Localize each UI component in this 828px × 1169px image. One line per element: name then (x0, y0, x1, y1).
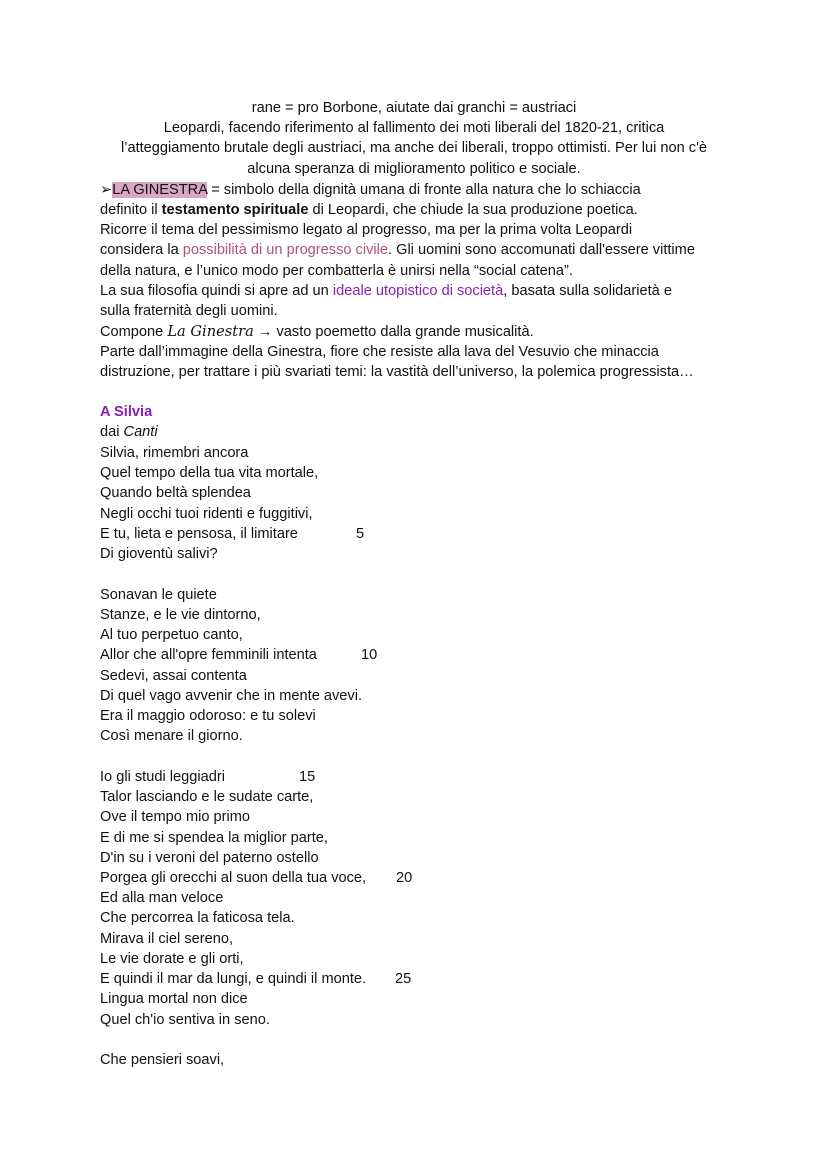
ginestra-paragraph: La sua filosofia quindi si apre ad un ideale utopistico di società, basata sulla solidarietà e (100, 283, 672, 299)
poem-line: Negli occhi tuoi ridenti e fuggitivi, (100, 506, 313, 522)
line-number: 10 (361, 647, 378, 663)
line-number: 20 (396, 870, 413, 886)
poem-line: Talor lasciando e le sudate carte, (100, 789, 314, 805)
highlighted-phrase: ideale utopistico di società (332, 283, 504, 299)
poem-line: Mirava il ciel sereno, (100, 931, 234, 947)
ginestra-paragraph: considera la possibilità di un progresso civile. Gli uomini sono accomunati dall'essere vittime (100, 242, 695, 258)
highlighted-phrase: possibilità di un progresso civile (182, 242, 388, 258)
ginestra-paragraph: distruzione, per trattare i più svariati temi: la vastità dell’universo, la polemica progressista… (100, 364, 694, 380)
poem-line: Ove il tempo mio primo (100, 809, 251, 825)
poem-line: Lingua mortal non dice (100, 991, 248, 1007)
poem-line: Silvia, rimembri ancora (100, 445, 249, 461)
poem-source: dai Canti (100, 424, 158, 440)
poem-line: E quindi il mar da lungi, e quindi il monte. (100, 971, 367, 987)
ginestra-paragraph: Parte dall’immagine della Ginestra, fiore che resiste alla lava del Vesuvio che minaccia (100, 344, 659, 360)
arrow-bullet-icon: ➢ (100, 182, 113, 198)
poem-line: Che pensieri soavi, (100, 1052, 225, 1068)
poem-line: Sonavan le quiete (100, 587, 217, 603)
poem-line: Al tuo perpetuo canto, (100, 627, 243, 643)
poem-line: Ed alla man veloce (100, 890, 224, 906)
poem-line: Di gioventù salivi? (100, 546, 218, 562)
poem-line: Quel tempo della tua vita mortale, (100, 465, 319, 481)
poem-line: Stanze, e le vie dintorno, (100, 607, 261, 623)
poem-line: E tu, lieta e pensosa, il limitare (100, 526, 298, 542)
poem-line: Quando beltà splendea (100, 485, 251, 501)
intro-line: alcuna speranza di miglioramento politico e sociale. (247, 161, 581, 177)
poem-line: Di quel vago avvenir che in mente avevi. (100, 688, 363, 704)
ginestra-paragraph: sulla fraternità degli uomini. (100, 303, 278, 319)
poem-line: Che percorrea la faticosa tela. (100, 910, 295, 926)
poem-line: Quel ch'io sentiva in seno. (100, 1012, 270, 1028)
intro-line: Leopardi, facendo riferimento al fallimento dei moti liberali del 1820-21, critica (163, 120, 665, 136)
line-number: 15 (299, 769, 316, 785)
poem-line: Io gli studi leggiadri (100, 769, 225, 785)
ginestra-paragraph: Ricorre il tema del pessimismo legato al progresso, ma per la prima volta Leopardi (100, 222, 633, 238)
poem-line: Era il maggio odoroso: e tu solevi (100, 708, 316, 724)
bold-phrase: testamento spirituale (161, 202, 309, 218)
poem-line: Così menare il giorno. (100, 728, 243, 744)
poem-line: Sedevi, assai contenta (100, 668, 247, 684)
ginestra-paragraph: Compone La Ginestra → vasto poemetto dalla grande musicalità. (100, 323, 534, 340)
intro-line: rane = pro Borbone, aiutate dai granchi = austriaci (251, 100, 577, 116)
ginestra-definition: ➢LA GINESTRA = simbolo della dignità umana di fronte alla natura che lo schiaccia (100, 182, 641, 198)
intro-line: l’atteggiamento brutale degli austriaci, ma anche dei liberali, troppo ottimisti. Per lui non c'è (120, 140, 708, 156)
poem-line: D'in su i veroni del paterno ostello (100, 850, 319, 866)
line-number: 5 (356, 526, 365, 542)
poem-line: Allor che all'opre femminili intenta (100, 647, 317, 663)
line-number: 25 (395, 971, 412, 987)
ginestra-paragraph: definito il testamento spirituale di Leopardi, che chiude la sua produzione poetica. (100, 202, 638, 218)
poem-line: E di me si spendea la miglior parte, (100, 830, 328, 846)
ginestra-heading: LA GINESTRA (112, 182, 208, 198)
ginestra-paragraph: della natura, e l’unico modo per combatterla è unirsi nella “social catena”. (100, 263, 573, 279)
work-title: La Ginestra (167, 323, 254, 340)
poem-line: Porgea gli orecchi al suon della tua voce, (100, 870, 367, 886)
poem-title: A Silvia (100, 404, 153, 420)
poem-line: Le vie dorate e gli orti, (100, 951, 244, 967)
